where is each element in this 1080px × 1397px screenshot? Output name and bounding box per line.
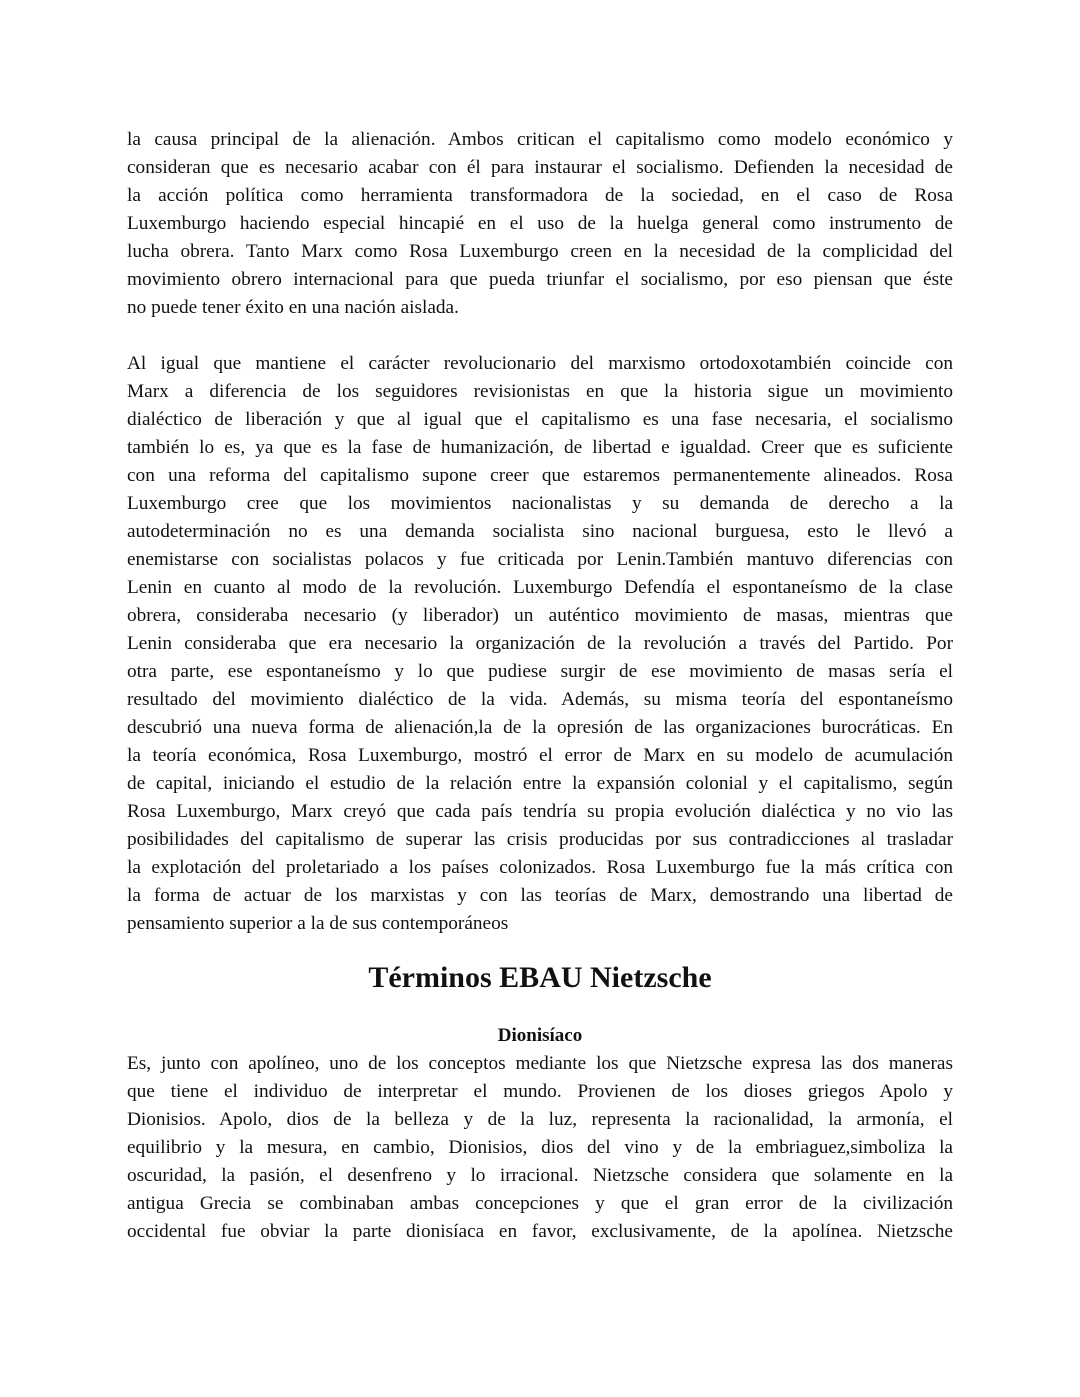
text-line: Es, junto con apolíneo, uno de los conceptos mediante los que Nietzsche expresa las dos maneras [127,1053,953,1074]
term-title: Dionisíaco [497,1025,583,1046]
text-line: obrera, consideraba necesario (y liberador) un auténtico movimiento de masas, mientras que [127,605,953,626]
text-line: Al igual que mantiene el carácter revolucionario del marxismo ortodoxotambién coincide con [127,353,953,374]
text-line: otra parte, ese espontaneísmo y lo que pudiese surgir de ese movimiento de masas sería el [127,661,953,682]
section-title: Términos EBAU Nietzsche [368,961,712,994]
text-line: dialéctico de liberación y que al igual que el capitalismo es una fase necesaria, el socialismo [127,409,953,430]
text-line: posibilidades del capitalismo de superar las crisis producidas por sus contradicciones al trasladar [127,829,953,850]
text-line: la teoría económica, Rosa Luxemburgo, mostró el error de Marx en su modelo de acumulación [127,745,953,766]
paragraph-rosa-luxemburgo [127,350,953,938]
paragraph-dionisiaco [127,1050,953,1246]
text-line: descubrió una nueva forma de alienación,la de la opresión de las organizaciones burocráticas. En [127,717,953,738]
text-line: Dionisios. Apolo, dios de la belleza y de la luz, representa la racionalidad, la armonía, el [127,1109,953,1130]
text-line: la forma de actuar de los marxistas y con las teorías de Marx, demostrando una libertad de [127,885,953,906]
text-line: Lenin en cuanto al modo de la revolución. Luxemburgo Defendía el espontaneísmo de la clase [127,577,953,598]
text-line: también lo es, ya que es la fase de humanización, de libertad e igualdad. Creer que es suficiente [127,437,953,458]
text-line: lucha obrera. Tanto Marx como Rosa Luxemburgo creen en la necesidad de la complicidad del [127,241,953,262]
text-line: enemistarse con socialistas polacos y fue criticada por Lenin.También mantuvo diferencias con [127,549,953,570]
text-line: la acción política como herramienta transformadora de la sociedad, en el caso de Rosa [127,185,953,206]
text-line: antigua Grecia se combinaban ambas concepciones y que el gran error de la civilización [127,1193,953,1214]
text-line: la causa principal de la alienación. Ambos critican el capitalismo como modelo económico y [127,129,953,150]
text-line: Luxemburgo haciendo especial hincapié en el uso de la huelga general como instrumento de [127,213,953,234]
text-line: Lenin consideraba que era necesario la organización de la revolución a través del Partido. Por [127,633,953,654]
document-page [127,126,953,1246]
text-line: equilibrio y la mesura, en cambio, Dionisios, dios del vino y de la embriaguez,simboliza la [127,1137,953,1158]
text-line: con una reforma del capitalismo supone creer que estaremos permanentemente alineados. Rosa [127,465,953,486]
text-line: Marx a diferencia de los seguidores revisionistas en que la historia sigue un movimiento [127,381,953,402]
paragraph-similarities-marx [127,126,953,322]
text-line: de capital, iniciando el estudio de la relación entre la expansión colonial y el capitalismo, según [127,773,953,794]
text-line: resultado del movimiento dialéctico de la vida. Además, su misma teoría del espontaneísmo [127,689,953,710]
text-line: pensamiento superior a la de sus contemporáneos [127,913,509,934]
text-line: movimiento obrero internacional para que pueda triunfar el socialismo, por eso piensan que éste [127,269,953,290]
text-line: consideran que es necesario acabar con él para instaurar el socialismo. Defienden la necesidad de [127,157,953,178]
text-line: que tiene el individuo de interpretar el mundo. Provienen de los dioses griegos Apolo y [127,1081,953,1102]
text-line: la explotación del proletariado a los países colonizados. Rosa Luxemburgo fue la más crítica con [127,857,953,878]
text-line: occidental fue obviar la parte dionisíaca en favor, exclusivamente, de la apolínea. Nietzsche [127,1221,953,1242]
text-line: Rosa Luxemburgo, Marx creyó que cada país tendría su propia evolución dialéctica y no vio las [127,801,953,822]
text-line: Luxemburgo cree que los movimientos nacionalistas y su demanda de derecho a la [127,493,953,514]
text-line: no puede tener éxito en una nación aislada. [127,297,459,318]
text-line: oscuridad, la pasión, el desenfreno y lo irracional. Nietzsche considera que solamente en la [127,1165,953,1186]
text-line: autodeterminación no es una demanda socialista sino nacional burguesa, esto le llevó a [127,521,953,542]
